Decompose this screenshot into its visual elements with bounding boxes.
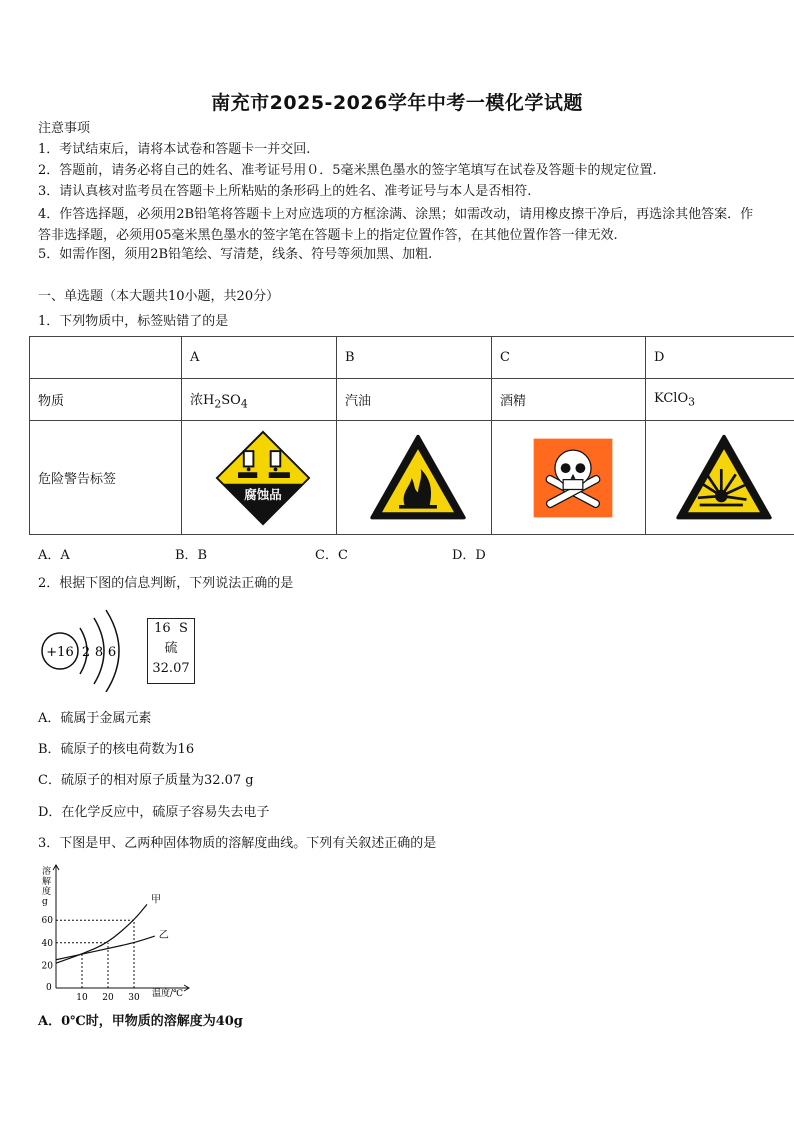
series-label: 乙 xyxy=(158,930,169,942)
atom-structure-diagram xyxy=(36,606,128,692)
shell-electrons: 6 xyxy=(107,645,117,660)
option-c[interactable]: C．C xyxy=(315,548,348,563)
table-header-d: D xyxy=(646,337,794,379)
substance-c: 酒精 xyxy=(492,379,646,421)
table-header-b: B xyxy=(337,337,492,379)
notice-item: 4．作答选择题，必须用2B铅笔将答题卡上对应选项的方框涂满、涂黑；如需改动，请用橡皮擦干净后，再选涂其他答案．作答非选择题，必须用05毫米黑色墨水的签字笔在答题卡上的指定位置作答，在其他位置作答一律无效. xyxy=(38,207,754,243)
section-heading: 一、单选题（本大题共10小题，共20分） xyxy=(38,289,280,304)
chart-origin: 0 xyxy=(46,983,52,993)
option-a[interactable]: A．A xyxy=(38,548,70,563)
option-b[interactable]: B．B xyxy=(175,548,208,563)
toxic-skull-icon xyxy=(532,437,614,519)
flammable-sign-cell xyxy=(337,421,492,535)
question-1-options xyxy=(38,544,486,563)
y-label-char: 度 xyxy=(42,887,52,897)
periodic-element-cell xyxy=(147,618,195,684)
question-1-stem: 1．下列物质中，标签贴错了的是 xyxy=(38,314,229,329)
corrosive-sign-cell xyxy=(182,421,337,535)
y-tick-label: 20 xyxy=(41,961,53,972)
chart-y-label xyxy=(42,865,51,907)
y-label-char: 溶 xyxy=(42,867,52,877)
question-2-option-b[interactable]: B．硫原子的核电荷数为16 xyxy=(38,742,195,757)
question-3-option-a[interactable]: A．0℃时，甲物质的溶解度为40g xyxy=(38,1014,243,1029)
substance-b: 汽油 xyxy=(337,379,492,421)
table-row-substance xyxy=(30,379,794,421)
row-label: 危险警告标签 xyxy=(30,421,182,535)
shell-electrons: 8 xyxy=(94,645,104,660)
notice-item: 5．如需作图，须用2B铅笔绘、写清楚，线条、符号等须加黑、加粗. xyxy=(38,247,433,262)
row-label: 物质 xyxy=(30,379,182,421)
question-2-stem: 2．根据下图的信息判断，下列说法正确的是 xyxy=(38,576,294,591)
option-d[interactable]: D．D xyxy=(452,548,486,563)
corrosive-hazard-icon xyxy=(215,430,311,526)
table-header-c: C xyxy=(492,337,646,379)
series-line xyxy=(56,936,155,960)
chart-x-label: 温度/℃ xyxy=(152,989,184,999)
explosive-hazard-icon xyxy=(674,433,774,523)
table-cell xyxy=(30,337,182,379)
y-label-char: 解 xyxy=(42,877,52,887)
substance-a: 浓$H_2SO_4$ xyxy=(182,379,337,421)
question-2-option-a[interactable]: A．硫属于金属元素 xyxy=(38,711,152,726)
series-label: 甲 xyxy=(151,894,161,906)
solubility-chart xyxy=(36,862,196,1002)
table-header-row xyxy=(30,337,794,379)
y-tick-label: 60 xyxy=(41,916,53,927)
corrosive-sign-text: 腐蚀品 xyxy=(244,486,282,502)
element-name: 硫 xyxy=(164,641,178,656)
notice-item: 2．答题前，请务必将自己的姓名、准考证号用０．5毫米黑色墨水的签字笔填写在试卷及答题卡的规定位置. xyxy=(38,163,657,178)
y-label-char: g xyxy=(42,897,48,907)
series-line xyxy=(56,904,147,963)
notice-item: 3．请认真核对监考员在答题卡上所粘贴的条形码上的姓名、准考证号与本人是否相符. xyxy=(38,184,532,199)
question-2-option-c[interactable]: C．硫原子的相对原子质量为32.07 g xyxy=(38,773,254,788)
nucleus-charge: +16 xyxy=(46,645,74,660)
notice-heading: 注意事项 xyxy=(38,121,91,136)
question-3-stem: 3．下图是甲、乙两种固体物质的溶解度曲线。下列有关叙述正确的是 xyxy=(38,836,437,851)
table-row-labels xyxy=(30,421,794,535)
shell-electrons: 2 xyxy=(81,645,91,660)
hazard-label-table xyxy=(29,336,794,535)
element-number-symbol: 16 S xyxy=(154,621,188,636)
toxic-sign-cell xyxy=(492,421,646,535)
x-tick-label: 10 xyxy=(76,993,88,1002)
element-mass: 32.07 xyxy=(152,661,190,676)
flammable-hazard-icon xyxy=(368,433,468,523)
substance-d: KClO$_3$ xyxy=(646,379,794,421)
page-title: 南充市2025-2026学年中考一模化学试题 xyxy=(211,92,583,114)
explosive-sign-cell xyxy=(646,421,794,535)
x-tick-label: 30 xyxy=(128,993,140,1002)
y-tick-label: 40 xyxy=(41,938,53,949)
table-header-a: A xyxy=(182,337,337,379)
x-tick-label: 20 xyxy=(102,993,114,1002)
notice-item: 1．考试结束后，请将本试卷和答题卡一并交回. xyxy=(38,142,311,157)
question-2-option-d[interactable]: D．在化学反应中，硫原子容易失去电子 xyxy=(38,805,270,820)
